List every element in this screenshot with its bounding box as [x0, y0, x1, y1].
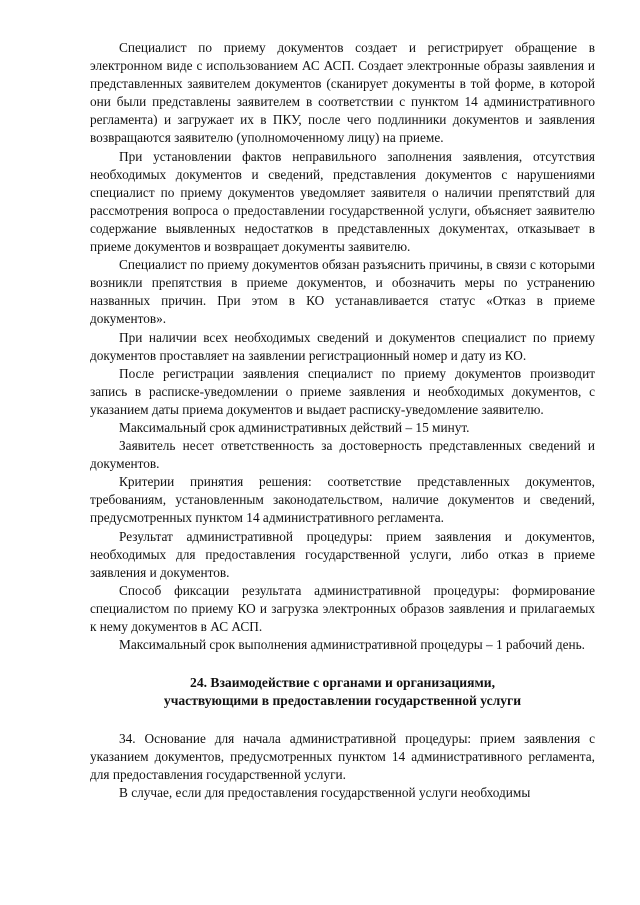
paragraph-max-time-procedure: Максимальный срок выполнения административной процедуры – 1 рабочий день.: [119, 637, 585, 653]
paragraph-max-time-actions: Максимальный срок административных действий – 15 минут.: [119, 419, 470, 435]
paragraph-interagency-request: В случае, если для предоставления государственной услуги необходимы: [119, 785, 531, 801]
paragraph-receipt-notice: После регистрации заявления специалист по приему документов производит запись в расписке-уведомлении о приеме заявления и необходимых документов, с указанием даты приема документов и выдает расписку-уведомление заявителю.: [90, 365, 595, 417]
paragraph-procedure-result: Результат административной процедуры: прием заявления и документов, необходимых для предоставления государственной услуги, либо отказ в приеме заявления и документов.: [90, 528, 595, 580]
document-body: [90, 39, 595, 803]
paragraph-procedure-basis: 34. Основание для начала административной процедуры: прием заявления с указанием документов, предусмотренных пунктом 14 административного регламента, для предоставления государственной услуги.: [90, 731, 595, 783]
section-heading-line1: 24. Взаимодействие с органами и организациями,: [190, 675, 495, 691]
paragraph-applicant-responsibility: Заявитель несет ответственность за достоверность представленных сведений и документов.: [90, 438, 595, 472]
paragraph-refusal-reasons: Специалист по приему документов обязан разъяснить причины, в связи с которыми возникли препятствия в приеме документов, и обозначить меры по устранению названных причин. При этом в КО устанавливается статус «Отказ в приеме документов».: [90, 257, 595, 327]
section-heading-line2: участвующими в предоставлении государственной услуги: [163, 693, 522, 709]
paragraph-result-recording: Способ фиксации результата административной процедуры: формирование специалистом по приему КО и загрузка электронных образов заявления и прилагаемых к нему документов в АС АСП.: [90, 582, 595, 634]
paragraph-document-registration: Специалист по приему документов создает и регистрирует обращение в электронном виде с использованием АС АСП. Создает электронные образы заявления и представленных заявителем документов (сканирует документы в той форме, в которой они были представлены заявителем в соответствии с пунктом 14 административного регламента) и загружает их в ПКУ, после чего подлинники документов и заявления возвращаются заявителю (уполномоченному лицу) на приеме.: [90, 40, 595, 146]
paragraph-incorrect-filling: При установлении фактов неправильного заполнения заявления, отсутствия необходимых документов и сведений, представления документов с нарушениями специалист по приему документов уведомляет заявителя о наличии препятствий для рассмотрения вопроса о предоставлении государственной услуги, объясняет заявителю содержание выявленных недостатков в представленных документах, отказывает в приеме документов и возвращает документы заявителю.: [90, 148, 595, 255]
paragraph-registration-number: При наличии всех необходимых сведений и документов специалист по приему документов проставляет на заявлении регистрационный номер и дату из КО.: [90, 329, 595, 363]
section-heading: [90, 674, 595, 710]
paragraph-decision-criteria: Критерии принятия решения: соответствие представленных документов, требованиям, установленным законодательством, наличие документов и сведений, предусмотренных пунктом 14 административного регламента.: [90, 474, 595, 526]
